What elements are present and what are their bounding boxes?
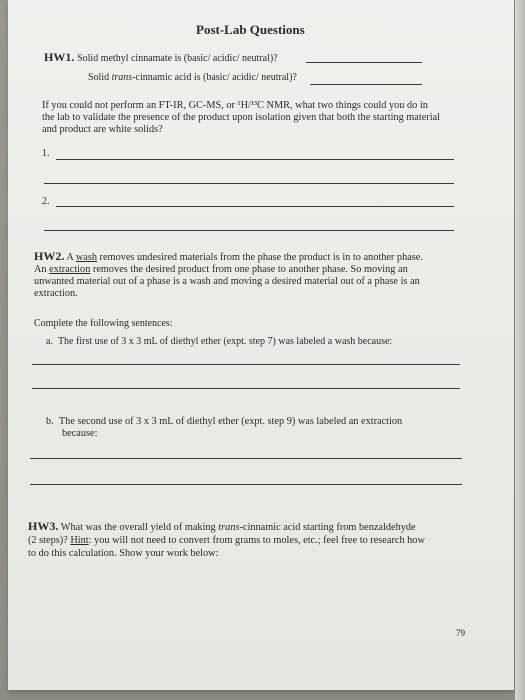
- hw2-intro-line1: [34, 250, 423, 264]
- hw2-wash-term: wash: [75, 252, 97, 263]
- hw2-line1-post: removes undesired materials from the phase the product is in to another phase.: [96, 252, 423, 263]
- hw2-intro-line2: [34, 264, 423, 276]
- hw2-line2-pre: An: [34, 264, 50, 275]
- hw1-question2: [88, 72, 297, 83]
- hw2-complete-label: Complete the following sentences:: [34, 318, 173, 329]
- page-title: Post-Lab Questions: [196, 22, 305, 37]
- hw2-b-text: The second use of 3 x 3 mL of diethyl ether (expt. step 9) was labeled an extraction: [58, 416, 403, 427]
- hw2-b-answer-line-1[interactable]: [30, 458, 462, 459]
- hw3-italic: trans: [218, 522, 240, 533]
- hw2-intro-line3: unwanted material out of a phase is a wash and moving a desired material out of a phase is an: [34, 276, 420, 287]
- worksheet-page: [8, 0, 514, 690]
- hw3-line1-post: -cinnamic acid starting from benzaldehyde: [239, 522, 416, 533]
- hw2-line1-pre: A: [66, 252, 76, 263]
- hw3-line3: to do this calculation. Show your work below:: [28, 548, 219, 559]
- hw1-prompt: [42, 100, 440, 136]
- hw2-b-label: b.: [46, 416, 54, 427]
- hw1-prompt-line: If you could not perform an FT-IR, GC-MS, or ¹H/¹³C NMR, what two things could you do in: [42, 100, 428, 111]
- hw2-label: HW2.: [34, 249, 65, 263]
- hw3-line1: [28, 520, 425, 534]
- hw3-line1-pre: What was the overall yield of making: [60, 522, 219, 533]
- hw2-intro: [34, 250, 423, 300]
- hw3-line2: [28, 534, 425, 547]
- hw2-a-label: a.: [46, 336, 53, 347]
- hw3-label: HW3.: [28, 519, 59, 533]
- hw1-answer1-line-2[interactable]: [44, 183, 454, 184]
- hw3-line2-pre: (2 steps)?: [28, 535, 71, 546]
- hw2-b-text-line2: because:: [62, 428, 98, 439]
- hw1-label: HW1.: [44, 50, 75, 64]
- hw1-q2-italic: trans: [111, 72, 133, 83]
- hw1-q2-answer-line[interactable]: [310, 84, 422, 85]
- hw2-intro-line4: extraction.: [34, 288, 78, 299]
- hw1-answer2-line-2[interactable]: [44, 230, 454, 231]
- hw2-a-text: The first use of 3 x 3 mL of diethyl ether (expt. step 7) was labeled a wash because:: [57, 336, 393, 347]
- hw2-a-answer-line-1[interactable]: [32, 364, 460, 365]
- hw2-b-line1: [46, 416, 402, 428]
- hw3-question: [28, 520, 425, 560]
- hw1-answer1-line[interactable]: [56, 159, 454, 160]
- hw2-part-b: [46, 416, 402, 440]
- hw2-line2-post: removes the desired product from one phase to another phase. So moving an: [90, 264, 408, 275]
- hw1-prompt-line: and product are white solids?: [42, 124, 163, 135]
- hw1-q2-post: -cinnamic acid is (basic/ acidic/ neutral)?: [132, 72, 297, 83]
- hw2-extraction-term: extraction: [49, 264, 91, 275]
- hw1-q2-pre: Solid: [88, 72, 112, 83]
- hw1-answer2-label: 2.: [42, 196, 50, 207]
- page-edge: [515, 0, 525, 700]
- hw3-line2-post: : you will not need to convert from grams to moles, etc.; feel free to research how: [88, 535, 425, 546]
- hw1-answer1-label: 1.: [42, 148, 50, 159]
- hw2-b-answer-line-2[interactable]: [30, 484, 462, 485]
- hw1-q1-text: Solid methyl cinnamate is (basic/ acidic/ neutral)?: [77, 53, 278, 64]
- page-number: 79: [456, 628, 465, 638]
- hw3-hint-term: Hint: [70, 535, 89, 546]
- hw1-question1: [44, 50, 278, 65]
- hw1-answer2-line[interactable]: [56, 206, 454, 207]
- hw1-q1-answer-line[interactable]: [306, 62, 422, 63]
- hw2-part-a: [46, 336, 392, 347]
- hw1-prompt-line: the lab to validate the presence of the product upon isolation given that both the starting material: [42, 112, 441, 123]
- hw2-a-answer-line-2[interactable]: [32, 388, 460, 389]
